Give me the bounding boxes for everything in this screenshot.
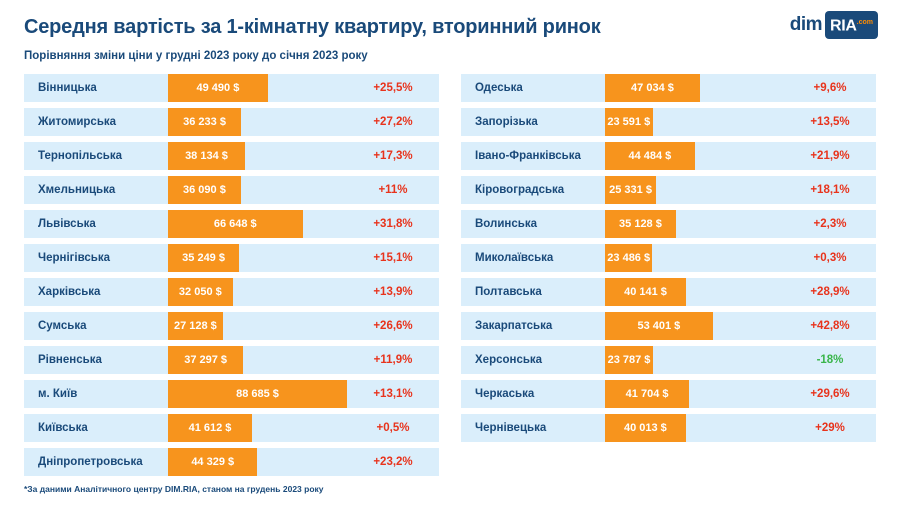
table-row <box>24 448 439 476</box>
table-row <box>24 312 439 340</box>
header <box>0 0 900 64</box>
price-bar-cell <box>168 278 347 306</box>
region-name: Херсонська <box>461 346 605 374</box>
price-value: 38 134 $ <box>185 150 228 162</box>
table-row <box>24 142 439 170</box>
price-bar-cell <box>605 278 784 306</box>
price-value: 49 490 $ <box>196 82 240 94</box>
region-name: Рівненська <box>24 346 168 374</box>
price-bar-cell <box>168 244 347 272</box>
page-subtitle: Порівняння зміни ціни у грудні 2023 року до січня 2023 року <box>24 50 368 62</box>
table-row <box>461 312 876 340</box>
price-value: 41 704 $ <box>625 388 669 400</box>
change-percent: +29,6% <box>784 380 876 408</box>
region-name: Закарпатська <box>461 312 605 340</box>
region-name: Сумська <box>24 312 168 340</box>
table-row <box>24 278 439 306</box>
dim-ria-logo[interactable] <box>790 12 878 38</box>
region-name: Миколаївська <box>461 244 605 272</box>
price-value: 25 331 $ <box>609 184 652 196</box>
region-name: Чернігівська <box>24 244 168 272</box>
region-name: Полтавська <box>461 278 605 306</box>
region-name: Львівська <box>24 210 168 238</box>
region-name: Запорізька <box>461 108 605 136</box>
change-percent: +0,3% <box>784 244 876 272</box>
region-name: м. Київ <box>24 380 168 408</box>
price-bar-cell <box>168 142 347 170</box>
chart-column-right <box>461 74 876 482</box>
page-title: Середня вартість за 1-кімнатну квартиру, вторинний ринок <box>24 16 601 38</box>
table-row <box>461 414 876 442</box>
change-percent: +9,6% <box>784 74 876 102</box>
change-percent: +42,8% <box>784 312 876 340</box>
table-row <box>461 278 876 306</box>
price-value: 36 233 $ <box>183 116 226 128</box>
table-row <box>24 108 439 136</box>
price-value: 35 128 $ <box>619 218 662 230</box>
price-bar-cell <box>168 312 347 340</box>
region-name: Житомирська <box>24 108 168 136</box>
region-name: Хмельницька <box>24 176 168 204</box>
change-percent: +26,6% <box>347 312 439 340</box>
change-percent: +13,9% <box>347 278 439 306</box>
change-percent: -18% <box>784 346 876 374</box>
chart-columns <box>24 74 876 482</box>
price-bar-cell <box>605 142 784 170</box>
table-row <box>461 176 876 204</box>
price-bar-cell <box>605 380 784 408</box>
price-bar-cell <box>168 74 347 102</box>
change-percent: +13,5% <box>784 108 876 136</box>
price-bar-cell <box>605 414 784 442</box>
region-name: Кіровоградська <box>461 176 605 204</box>
region-name: Київська <box>24 414 168 442</box>
price-value: 53 401 $ <box>637 320 681 332</box>
price-bar-cell <box>605 312 784 340</box>
region-name: Чернівецька <box>461 414 605 442</box>
logo-dim-text: dim <box>789 14 822 35</box>
price-value: 40 013 $ <box>623 422 667 434</box>
price-bar-cell <box>605 176 784 204</box>
table-row <box>24 210 439 238</box>
table-row <box>24 244 439 272</box>
change-percent: +29% <box>784 414 876 442</box>
price-value: 23 486 $ <box>607 252 651 264</box>
region-name: Одеська <box>461 74 605 102</box>
price-bar-cell <box>168 380 347 408</box>
logo-com-text: .com <box>856 19 873 27</box>
region-name: Івано-Франківська <box>461 142 605 170</box>
change-percent: +17,3% <box>347 142 439 170</box>
change-percent: +25,5% <box>347 74 439 102</box>
price-value: 44 484 $ <box>628 150 672 162</box>
table-row <box>461 210 876 238</box>
table-row <box>24 176 439 204</box>
table-row <box>24 380 439 408</box>
region-name: Тернопільська <box>24 142 168 170</box>
change-percent: +23,2% <box>347 448 439 476</box>
change-percent: +18,1% <box>784 176 876 204</box>
price-bar-cell <box>168 210 347 238</box>
change-percent: +2,3% <box>784 210 876 238</box>
price-bar-cell <box>605 244 784 272</box>
price-bar-cell <box>168 448 347 476</box>
table-row <box>24 346 439 374</box>
change-percent: +13,1% <box>347 380 439 408</box>
change-percent: +21,9% <box>784 142 876 170</box>
price-bar-cell <box>168 108 347 136</box>
change-percent: +0,5% <box>347 414 439 442</box>
price-value: 32 050 $ <box>178 286 222 298</box>
region-name: Черкаська <box>461 380 605 408</box>
region-name: Вінницька <box>24 74 168 102</box>
price-value: 23 591 $ <box>607 116 651 128</box>
logo-ria-badge <box>825 11 878 38</box>
change-percent: +11,9% <box>347 346 439 374</box>
price-value: 37 297 $ <box>184 354 228 366</box>
region-name: Дніпропетровська <box>24 448 168 476</box>
logo-ria-text: RIA <box>830 17 857 35</box>
price-value: 36 090 $ <box>183 184 226 196</box>
change-percent: +31,8% <box>347 210 439 238</box>
chart-column-left <box>24 74 439 482</box>
price-bar-cell <box>605 108 784 136</box>
table-row <box>461 380 876 408</box>
change-percent: +28,9% <box>784 278 876 306</box>
price-value: 40 141 $ <box>624 286 667 298</box>
price-value: 35 249 $ <box>182 252 225 264</box>
price-bar-cell <box>605 210 784 238</box>
price-bar-cell <box>168 346 347 374</box>
price-value: 41 612 $ <box>188 422 232 434</box>
price-value: 88 685 $ <box>236 388 279 400</box>
change-percent: +27,2% <box>347 108 439 136</box>
footnote: *За даними Аналітичного центру DIM.RIA, станом на грудень 2023 року <box>24 484 324 494</box>
table-row <box>461 108 876 136</box>
table-row <box>24 414 439 442</box>
price-value: 47 034 $ <box>631 82 674 94</box>
table-row <box>461 244 876 272</box>
price-bar-cell <box>168 176 347 204</box>
price-bar-cell <box>605 74 784 102</box>
price-value: 44 329 $ <box>191 456 235 468</box>
table-row <box>461 346 876 374</box>
price-bar-cell <box>605 346 784 374</box>
price-value: 66 648 $ <box>213 218 257 230</box>
region-name: Харківська <box>24 278 168 306</box>
table-row <box>24 74 439 102</box>
change-percent: +15,1% <box>347 244 439 272</box>
change-percent: +11% <box>347 176 439 204</box>
price-bar-cell <box>168 414 347 442</box>
price-value: 23 787 $ <box>607 354 651 366</box>
table-row <box>461 74 876 102</box>
table-row <box>461 142 876 170</box>
region-name: Волинська <box>461 210 605 238</box>
price-value: 27 128 $ <box>173 320 217 332</box>
